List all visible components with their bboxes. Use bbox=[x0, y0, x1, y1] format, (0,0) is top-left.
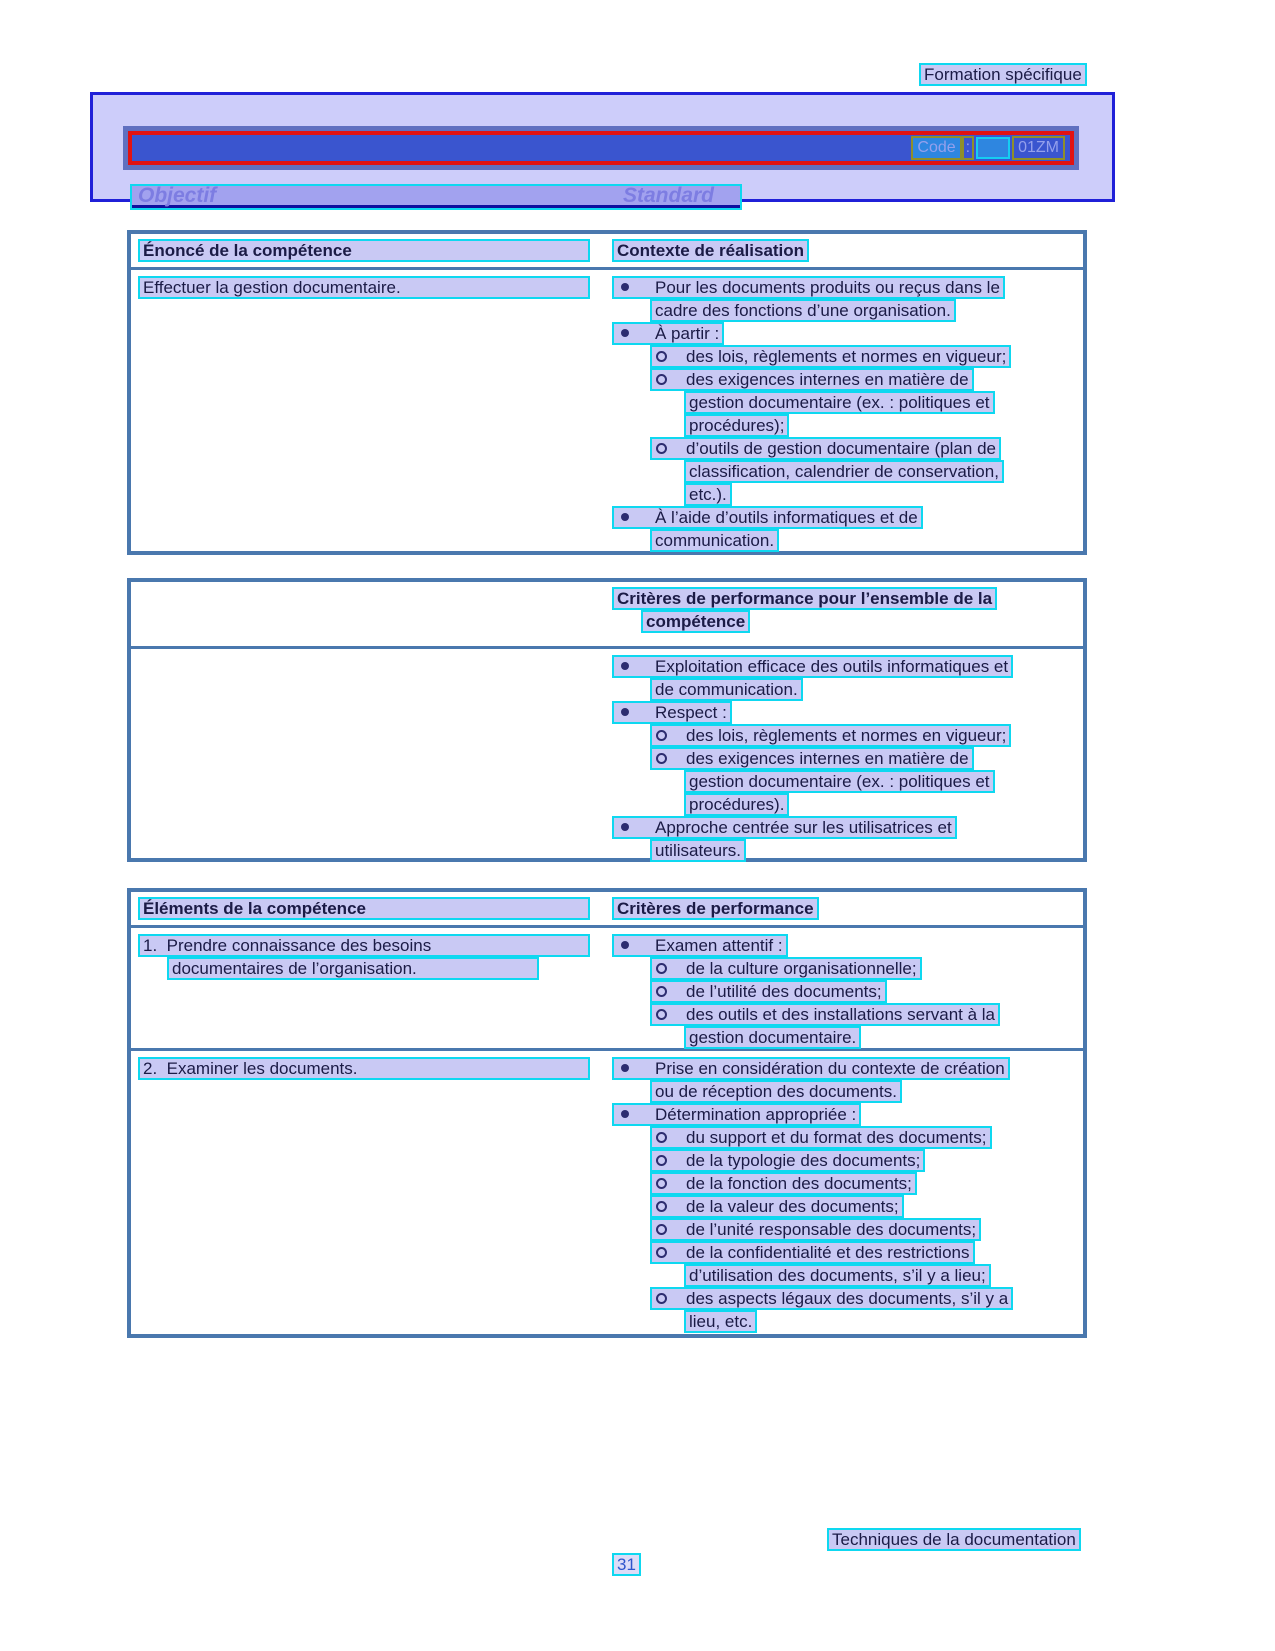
bullet-circle-icon bbox=[656, 986, 667, 997]
highlighted-line bbox=[650, 980, 887, 1003]
line-text: de l’unité responsable des documents; bbox=[686, 1220, 977, 1239]
line-text: Examen attentif : bbox=[655, 936, 783, 955]
highlighted-line bbox=[684, 1310, 757, 1333]
highlighted-line bbox=[650, 724, 1011, 747]
list-line-row bbox=[684, 460, 1080, 483]
page-header-section-note bbox=[919, 63, 1087, 86]
highlighted-line bbox=[650, 1003, 1000, 1026]
list-line-row bbox=[138, 1057, 608, 1080]
list-line-row bbox=[138, 934, 608, 957]
list-line-row bbox=[612, 276, 1080, 299]
list-line-row bbox=[650, 724, 1080, 747]
objectif-standard-rule bbox=[132, 183, 740, 208]
highlighted-line bbox=[684, 1264, 991, 1287]
line-text: À partir : bbox=[655, 324, 720, 343]
line-text: de l’utilité des documents; bbox=[686, 982, 882, 1001]
list-line-row bbox=[684, 770, 1080, 793]
line-text: Exploitation efficace des outils informatiques et bbox=[655, 657, 1009, 676]
standard-label: Standard bbox=[622, 183, 714, 207]
list-line-row bbox=[650, 1126, 1080, 1149]
line-text: classification, calendrier de conservation, bbox=[689, 462, 999, 481]
highlighted-line bbox=[612, 1103, 861, 1126]
list-line-row bbox=[612, 816, 1080, 839]
bullet-disc-icon bbox=[621, 708, 629, 716]
line-text: Approche centrée sur les utilisatrices et bbox=[655, 818, 952, 837]
highlighted-line bbox=[684, 460, 1004, 483]
list-line-row bbox=[650, 747, 1080, 770]
list-line-row bbox=[650, 1287, 1080, 1310]
bullet-circle-icon bbox=[656, 1201, 667, 1212]
line-text: Critères de performance pour l’ensemble de la bbox=[617, 589, 993, 608]
highlighted-line bbox=[650, 1080, 902, 1103]
code-value: 01ZM bbox=[1012, 136, 1065, 160]
element-2-cell bbox=[138, 1057, 608, 1080]
bullet-circle-icon bbox=[656, 1247, 667, 1258]
bullet-circle-icon bbox=[656, 351, 667, 362]
list-line-row bbox=[167, 957, 608, 980]
list-line-row bbox=[612, 655, 1080, 678]
highlighted-line bbox=[650, 1241, 975, 1264]
highlighted-line bbox=[138, 1057, 590, 1080]
line-text: d’outils de gestion documentaire (plan de bbox=[686, 439, 996, 458]
highlighted-line bbox=[641, 610, 750, 633]
contexte-realisation-list bbox=[612, 276, 1080, 552]
list-line-row bbox=[650, 1149, 1080, 1172]
line-text: Effectuer la gestion documentaire. bbox=[143, 278, 401, 297]
col-header-elements-competence: Éléments de la compétence bbox=[138, 897, 590, 920]
highlighted-line bbox=[650, 1287, 1013, 1310]
line-text: des lois, règlements et normes en vigueur; bbox=[686, 726, 1007, 745]
list-line-row bbox=[650, 1080, 1080, 1103]
highlighted-line bbox=[650, 1172, 917, 1195]
highlighted-line bbox=[684, 770, 995, 793]
highlighted-line bbox=[650, 345, 1011, 368]
table1-header-row bbox=[131, 234, 1083, 270]
highlighted-line bbox=[612, 816, 957, 839]
list-line-row bbox=[650, 980, 1080, 1003]
line-text: du support et du format des documents; bbox=[686, 1128, 987, 1147]
list-line-row bbox=[650, 678, 1080, 701]
objectif-label: Objectif bbox=[138, 183, 217, 207]
table3-row-1 bbox=[131, 928, 1083, 1051]
line-text: de communication. bbox=[655, 680, 798, 699]
col-header-criteres-ensemble bbox=[612, 587, 997, 633]
bullet-circle-icon bbox=[656, 1009, 667, 1020]
line-text: gestion documentaire. bbox=[689, 1028, 857, 1047]
list-line-row bbox=[650, 299, 1080, 322]
list-line-row bbox=[684, 391, 1080, 414]
line-text: gestion documentaire (ex. : politiques et bbox=[689, 393, 990, 412]
bullet-circle-icon bbox=[656, 443, 667, 454]
list-line-row bbox=[612, 934, 1080, 957]
line-text: Détermination appropriée : bbox=[655, 1105, 857, 1124]
table-enonce-contexte bbox=[127, 230, 1087, 555]
bullet-disc-icon bbox=[621, 329, 629, 337]
list-line-row bbox=[650, 1195, 1080, 1218]
line-text: ou de réception des documents. bbox=[655, 1082, 897, 1101]
bullet-circle-icon bbox=[656, 730, 667, 741]
list-line-row bbox=[650, 437, 1080, 460]
highlighted-line bbox=[650, 957, 922, 980]
line-text: de la valeur des documents; bbox=[686, 1197, 899, 1216]
line-text: de la culture organisationnelle; bbox=[686, 959, 917, 978]
list-line-row bbox=[650, 368, 1080, 391]
highlighted-line bbox=[612, 506, 923, 529]
list-line-row bbox=[612, 1057, 1080, 1080]
code-gap-highlight bbox=[976, 137, 1010, 159]
list-line-row bbox=[684, 414, 1080, 437]
highlighted-line bbox=[138, 276, 590, 299]
highlighted-line bbox=[612, 655, 1013, 678]
bullet-circle-icon bbox=[656, 1178, 667, 1189]
page-footer-program bbox=[827, 1528, 1081, 1551]
table3-header-row bbox=[131, 892, 1083, 928]
objectif-standard-strip bbox=[130, 184, 742, 210]
formation-specifique-label: Formation spécifique bbox=[919, 63, 1087, 86]
list-line-row bbox=[612, 322, 1080, 345]
competency-title-banner bbox=[128, 131, 1074, 165]
code-colon: : bbox=[962, 136, 974, 160]
line-text: cadre des fonctions d’une organisation. bbox=[655, 301, 951, 320]
line-text: etc.). bbox=[689, 485, 727, 504]
list-line-row bbox=[650, 1218, 1080, 1241]
highlighted-line bbox=[650, 839, 746, 862]
bullet-disc-icon bbox=[621, 1064, 629, 1072]
line-text: des outils et des installations servant à la bbox=[686, 1005, 996, 1024]
list-line-row bbox=[612, 506, 1080, 529]
table-criteres-ensemble bbox=[127, 578, 1087, 862]
line-text: compétence bbox=[646, 612, 746, 631]
line-text: d’utilisation des documents, s’il y a lieu; bbox=[689, 1266, 986, 1285]
highlighted-line bbox=[650, 529, 779, 552]
line-text: 2. Examiner les documents. bbox=[143, 1059, 358, 1078]
table-elements-criteres bbox=[127, 888, 1087, 1338]
highlighted-line bbox=[612, 934, 788, 957]
page-number-label: 31 bbox=[612, 1553, 641, 1576]
line-text: des lois, règlements et normes en vigueur; bbox=[686, 347, 1007, 366]
bullet-disc-icon bbox=[621, 823, 629, 831]
list-line-row bbox=[684, 483, 1080, 506]
line-text: de la fonction des documents; bbox=[686, 1174, 912, 1193]
list-line-row bbox=[612, 701, 1080, 724]
highlighted-line bbox=[612, 276, 1005, 299]
page-number bbox=[612, 1553, 641, 1576]
list-line-row bbox=[612, 1103, 1080, 1126]
highlighted-line bbox=[612, 701, 732, 724]
col-header-enonce-competence: Énoncé de la compétence bbox=[138, 239, 590, 262]
highlighted-line bbox=[612, 322, 724, 345]
highlighted-line bbox=[167, 957, 539, 980]
line-text: de la typologie des documents; bbox=[686, 1151, 921, 1170]
objective-title-box bbox=[90, 92, 1115, 207]
highlighted-line bbox=[650, 1195, 904, 1218]
list-line-row bbox=[684, 793, 1080, 816]
bullet-circle-icon bbox=[656, 374, 667, 385]
list-line-row bbox=[650, 1003, 1080, 1026]
line-text: Prise en considération du contexte de création bbox=[655, 1059, 1005, 1078]
highlighted-line bbox=[650, 1218, 981, 1241]
highlighted-line bbox=[650, 368, 974, 391]
table2-header-row bbox=[131, 582, 1083, 649]
line-text: Respect : bbox=[655, 703, 727, 722]
line-text: des exigences internes en matière de bbox=[686, 749, 969, 768]
line-text: lieu, etc. bbox=[689, 1312, 753, 1331]
highlighted-line bbox=[684, 414, 789, 437]
line-text: des aspects légaux des documents, s’il y a bbox=[686, 1289, 1009, 1308]
line-text: 1. Prendre connaissance des besoins bbox=[143, 936, 432, 955]
bullet-disc-icon bbox=[621, 662, 629, 670]
col-header-criteres-performance: Critères de performance bbox=[612, 897, 819, 920]
col-header-contexte-realisation: Contexte de réalisation bbox=[612, 239, 809, 262]
line-text: documentaires de l’organisation. bbox=[172, 959, 417, 978]
highlighted-line bbox=[650, 747, 974, 770]
line-text: Pour les documents produits ou reçus dans le bbox=[655, 278, 1000, 297]
line-text: procédures); bbox=[689, 416, 785, 435]
list-line-row bbox=[650, 529, 1080, 552]
list-line-row bbox=[650, 1241, 1080, 1264]
bullet-disc-icon bbox=[621, 941, 629, 949]
highlighted-line bbox=[612, 1057, 1010, 1080]
bullet-disc-icon bbox=[621, 283, 629, 291]
highlighted-line bbox=[650, 1149, 925, 1172]
highlighted-line bbox=[650, 299, 956, 322]
bullet-circle-icon bbox=[656, 1224, 667, 1235]
code-label: Code bbox=[911, 136, 961, 160]
list-line-row bbox=[650, 1172, 1080, 1195]
line-text: utilisateurs. bbox=[655, 841, 741, 860]
list-line-row bbox=[138, 276, 608, 299]
element-2-criteres-list bbox=[612, 1057, 1080, 1333]
line-text: des exigences internes en matière de bbox=[686, 370, 969, 389]
line-text: gestion documentaire (ex. : politiques et bbox=[689, 772, 990, 791]
bullet-disc-icon bbox=[621, 513, 629, 521]
element-1-cell bbox=[138, 934, 608, 980]
highlighted-line bbox=[684, 793, 789, 816]
list-line-row bbox=[684, 1264, 1080, 1287]
bullet-disc-icon bbox=[621, 1110, 629, 1118]
list-line-row bbox=[641, 610, 997, 633]
list-line-row bbox=[650, 345, 1080, 368]
line-text: À l’aide d’outils informatiques et de bbox=[655, 508, 918, 527]
highlighted-line bbox=[684, 1026, 861, 1049]
highlighted-line bbox=[650, 1126, 992, 1149]
element-1-criteres-list bbox=[612, 934, 1080, 1049]
list-line-row bbox=[612, 587, 997, 610]
highlighted-line bbox=[650, 678, 803, 701]
bullet-circle-icon bbox=[656, 963, 667, 974]
highlighted-line bbox=[684, 391, 995, 414]
line-text: procédures). bbox=[689, 795, 785, 814]
program-name-label: Techniques de la documentation bbox=[827, 1528, 1081, 1551]
line-text: de la confidentialité et des restrictions bbox=[686, 1243, 970, 1262]
criteres-ensemble-list bbox=[612, 655, 1080, 862]
competence-statement-cell bbox=[138, 276, 608, 299]
line-text: communication. bbox=[655, 531, 775, 550]
bullet-circle-icon bbox=[656, 753, 667, 764]
bullet-circle-icon bbox=[656, 1132, 667, 1143]
bullet-circle-icon bbox=[656, 1293, 667, 1304]
list-line-row bbox=[684, 1310, 1080, 1333]
list-line-row bbox=[650, 957, 1080, 980]
highlighted-line bbox=[684, 483, 732, 506]
bullet-circle-icon bbox=[656, 1155, 667, 1166]
highlighted-line bbox=[138, 934, 590, 957]
highlighted-line bbox=[612, 587, 997, 610]
highlighted-line bbox=[650, 437, 1001, 460]
list-line-row bbox=[650, 839, 1080, 862]
list-line-row bbox=[684, 1026, 1080, 1049]
